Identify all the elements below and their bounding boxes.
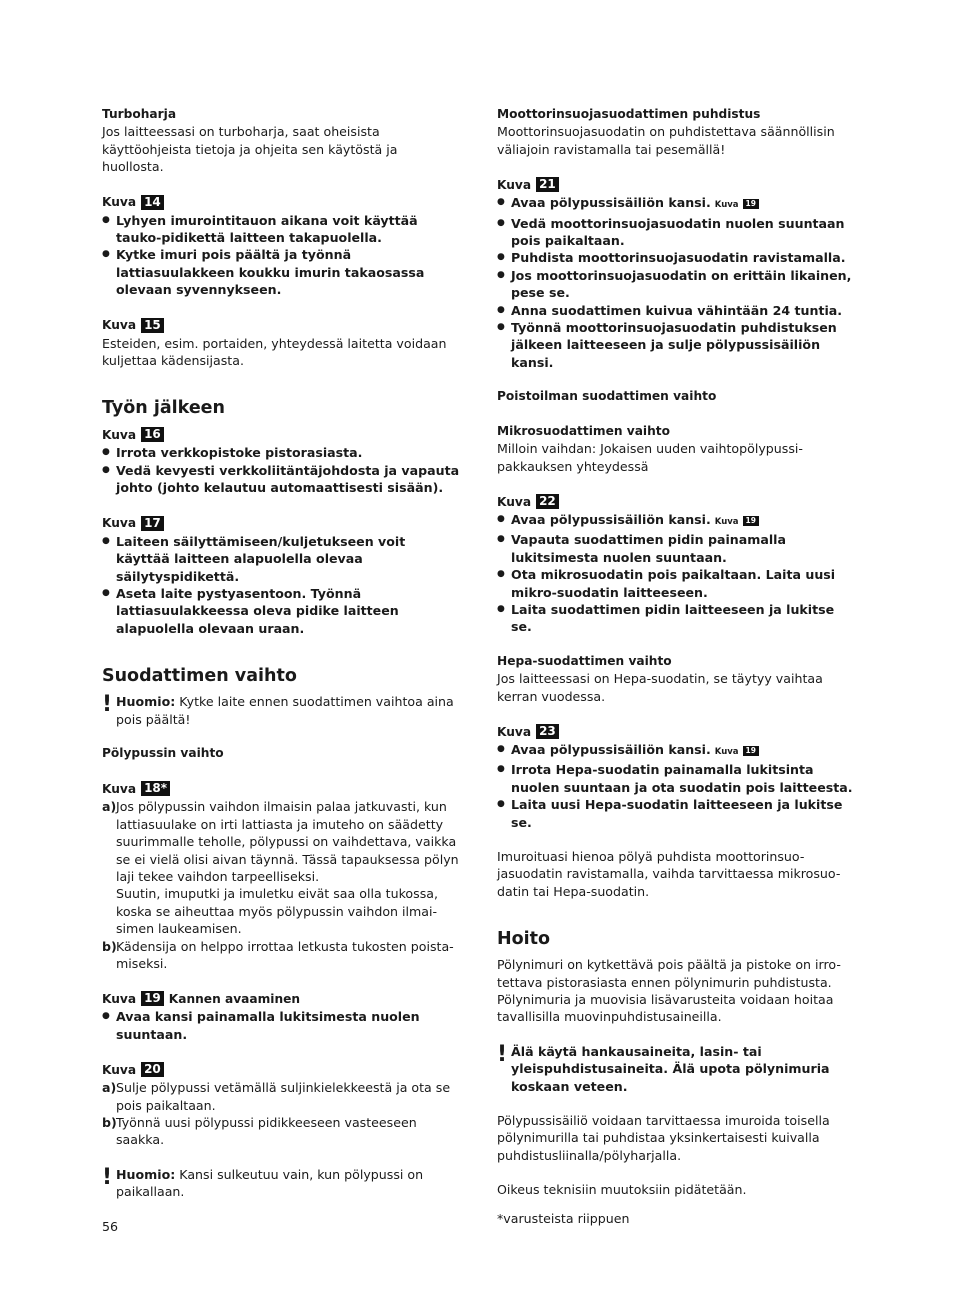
exclamation-icon: !: [497, 1041, 508, 1067]
step-label: b): [102, 938, 117, 954]
left-column: [102, 106, 462, 1201]
list-item: ● Lyhyen imurointitauon aikana voit käyttää tauko-pidikettä laitteen takapuolella.: [102, 212, 462, 247]
figure-ref-20: [102, 1060, 462, 1079]
figure-label: Kuva: [102, 516, 137, 531]
section-turboharja-title: Turboharja: [102, 107, 177, 121]
step-b: [102, 938, 462, 973]
figure-number-badge-small: 19: [743, 516, 759, 526]
warning-text: Kytke laite ennen suodattimen vaihtoa aina pois päältä!: [116, 694, 454, 727]
figure-23-list: [497, 741, 857, 831]
figure-ref-19: [102, 989, 462, 1008]
figure-19-list: [102, 1008, 462, 1043]
figure-number-badge: 15: [141, 318, 164, 333]
step-label: b): [102, 1115, 117, 1131]
section-mikrosuodatin-title: Mikrosuodattimen vaihto: [497, 423, 670, 438]
list-item: ● Laita uusi Hepa-suodatin laitteeseen ja lukitse se.: [497, 796, 857, 831]
warning-note: [102, 1166, 462, 1201]
figure-ref-22: [497, 492, 857, 511]
figure-ref-small: Kuva: [714, 746, 739, 757]
list-item: ● Kytke imuri pois päältä ja työnnä lattiasuulakkeen koukku imurin takaosassa olevaan syvennykseen.: [102, 246, 462, 298]
exclamation-icon: !: [102, 692, 113, 718]
figure-number-badge: 22: [536, 494, 559, 509]
figure-label: Kuva: [102, 195, 137, 210]
list-item: ● Avaa pölypussisäiliön kansi. Kuva 19: [497, 511, 857, 531]
figure-label: Kuva: [102, 318, 137, 333]
figure-15-text: Esteiden, esim. portaiden, yhteydessä laitetta voidaan kuljettaa kädensijasta.: [102, 335, 447, 369]
list-item: ● Laiteen säilyttämiseen/kuljetukseen voit käyttää laitteen alapuolella olevaa säilytyspidikettä.: [102, 533, 462, 585]
step-a: [102, 1079, 462, 1114]
turboharja-text: Jos laitteessasi on turboharja, saat oheisista käyttöohjeista tietoja ja ohjeita sen käytöstä ja huollosta.: [102, 124, 398, 175]
list-item: ● Vapauta suodattimen pidin painamalla lukitsimesta nuolen suuntaan.: [497, 531, 857, 566]
figure-label: Kuva: [102, 428, 137, 443]
warning-note: [497, 1043, 857, 1095]
figure-ref-15: [102, 316, 462, 335]
figure-label: Kuva: [102, 1062, 137, 1077]
list-item: ● Avaa pölypussisäiliön kansi. Kuva 19: [497, 741, 857, 761]
hoito-text: Pölynimuri on kytkettävä pois päältä ja pistoke on irro-tettava pistorasiasta ennen pölynimurin puhdistusta. Pölynimuria ja muovisia lisävarusteita voidaan hoitaa tavallisilla muovinpuhdistusaineilla.: [497, 957, 841, 1025]
figure-number-badge: 20: [141, 1062, 164, 1077]
step-label: a): [102, 799, 117, 815]
list-item: ● Puhdista moottorinsuojasuodatin ravistamalla.: [497, 249, 857, 266]
figure-number-badge: 17: [141, 516, 164, 531]
figure-ref-23: [497, 722, 857, 741]
section-moottorinsuoja-title: Moottorinsuojasuodattimen puhdistus: [497, 107, 761, 121]
figure-14-list: [102, 212, 462, 299]
footnote: *varusteista riippuen: [497, 1211, 630, 1226]
section-hepa-title: Hepa-suodattimen vaihto: [497, 653, 672, 668]
step-text: Kädensija on helppo irrottaa letkusta tukosten poista-miseksi.: [116, 938, 454, 971]
warning-text: Kansi sulkeutuu vain, kun pölypussi on paikallaan.: [116, 1166, 424, 1200]
figure-number-badge: 14: [141, 195, 164, 210]
section-poistoilma-title: Poistoilman suodattimen vaihto: [497, 389, 717, 404]
figure-ref-small: Kuva: [714, 516, 739, 527]
list-item: ● Irrota Hepa-suodatin painamalla lukitsinta nuolen suuntaan ja ota suodatin pois laitteesta.: [497, 761, 857, 796]
list-item: ● Avaa pölypussisäiliön kansi. Kuva 19: [497, 194, 857, 214]
exclamation-icon: !: [102, 1164, 113, 1190]
hepa-text: Jos laitteessasi on Hepa-suodatin, se täytyy vaihtaa kerran vuodessa.: [497, 671, 823, 704]
figure-ref-16: [102, 425, 462, 444]
figure-ref-18: [102, 779, 462, 798]
step-text: Työnnä uusi pölypussi pidikkeeseen vasteeseen saakka.: [116, 1115, 417, 1148]
warning-note: [102, 693, 462, 728]
warning-label: Huomio:: [116, 694, 176, 710]
figure-19-title: Kannen avaaminen: [168, 992, 301, 1006]
figure-17-list: [102, 533, 462, 637]
figure-label: Kuva: [102, 781, 137, 796]
mikrosuodatin-text: Milloin vaihdan: Jokaisen uuden vaihtopölypussi-pakkauksen yhteydessä: [497, 441, 803, 474]
figure-number-badge: 21: [536, 177, 559, 192]
list-item: ● Laita suodattimen pidin laitteeseen ja lukitse se.: [497, 601, 857, 636]
figure-ref-21: [497, 175, 857, 194]
rights-text: Oikeus teknisiin muutoksiin pidätetään.: [497, 1182, 747, 1198]
figure-label: Kuva: [497, 177, 532, 192]
step-text: Sulje pölypussi vetämällä suljinkielekkeestä ja ota se pois paikaltaan.: [116, 1080, 451, 1113]
figure-number-badge: 18*: [141, 781, 170, 796]
list-item: ● Aseta laite pystyasentoon. Työnnä lattiasuulakkeessa oleva pidike laitteen alapuolella olevaan uraan.: [102, 585, 462, 637]
figure-ref-17: [102, 514, 462, 533]
heading-tyon-jalkeen: Työn jälkeen: [102, 398, 226, 419]
figure-ref-14: [102, 193, 462, 212]
figure-16-list: [102, 444, 462, 496]
figure-number-badge-small: 19: [743, 746, 759, 756]
right-column: [497, 106, 857, 1199]
figure-number-badge: 16: [141, 427, 164, 442]
step-b: [102, 1114, 462, 1149]
figure-label: Kuva: [497, 494, 532, 509]
list-item: ● Jos moottorinsuojasuodatin on erittäin likainen, pese se.: [497, 267, 857, 302]
step-label: a): [102, 1080, 117, 1096]
list-item: ● Vedä kevyesti verkkoliitäntäjohdosta ja vapauta johto (johto kelautuu automaattisesti sisään).: [102, 462, 462, 497]
figure-number-badge: 19: [141, 991, 164, 1006]
figure-number-badge-small: 19: [743, 199, 759, 209]
figure-label: Kuva: [102, 992, 137, 1006]
list-item: ● Avaa kansi painamalla lukitsimesta nuolen suuntaan.: [102, 1008, 462, 1043]
heading-hoito: Hoito: [497, 929, 551, 950]
list-item: ● Irrota verkkopistoke pistorasiasta.: [102, 444, 462, 461]
warning-label: Huomio:: [116, 1166, 176, 1182]
container-text: Pölypussisäiliö voidaan tarvittaessa imuroida toisella pölynimurilla tai puhdistaa yksinkertaisesti kuivalla puhdistusliinalla/pölyharjalla.: [497, 1113, 830, 1163]
figure-22-list: [497, 511, 857, 636]
list-item: ● Vedä moottorinsuojasuodatin nuolen suuntaan pois paikaltaan.: [497, 215, 857, 250]
list-item: ● Työnnä moottorinsuojasuodatin puhdistuksen jälkeen laitteeseen ja sulje pölypussisäiliön kansi.: [497, 319, 857, 371]
figure-21-list: [497, 194, 857, 371]
figure-ref-small: Kuva: [714, 200, 739, 211]
heading-suodattimen-vaihto: Suodattimen vaihto: [102, 666, 297, 687]
step-text: Jos pölypussin vaihdon ilmaisin palaa jatkuvasti, kun lattiasuulake on irti lattiasta ja imuteho on säädetty suurimmalle teholle, pölypussi on vaihdettava, vaikka se ei vielä olisi aivan täynnä. Tässä tapauksessa pölyn laji tekee vaihdon tarpeelliseksi.: [116, 799, 459, 884]
fine-dust-text: Imuroituasi hienoa pölyä puhdista moottorinsuo-jasuodatin ravistamalla, vaihda tarvittaessa mikrosuo-datin tai Hepa-suodatin.: [497, 849, 841, 899]
figure-label: Kuva: [497, 724, 532, 739]
figure-number-badge: 23: [536, 724, 559, 739]
step-text: Suutin, imuputki ja imuletku eivät saa olla tukossa, koska se aiheuttaa myös pölypussin vaihdon ilmai-simen laukeamisen.: [116, 886, 438, 937]
warning-text: Älä käytä hankausaineita, lasin- tai yleispuhdistusaineita. Älä upota pölynimuria koskaan veteen.: [511, 1043, 830, 1094]
page-number: 56: [102, 1219, 119, 1234]
step-a: [102, 798, 462, 937]
list-item: ● Ota mikrosuodatin pois paikaltaan. Laita uusi mikro-suodatin laitteeseen.: [497, 566, 857, 601]
moottorinsuoja-text: Moottorinsuojasuodatin on puhdistettava säännöllisin väliajoin ravistamalla tai pesemällä!: [497, 124, 835, 157]
list-item: ● Anna suodattimen kuivua vähintään 24 tuntia.: [497, 302, 857, 319]
section-polypussin-vaihto-title: Pölypussin vaihto: [102, 745, 224, 760]
